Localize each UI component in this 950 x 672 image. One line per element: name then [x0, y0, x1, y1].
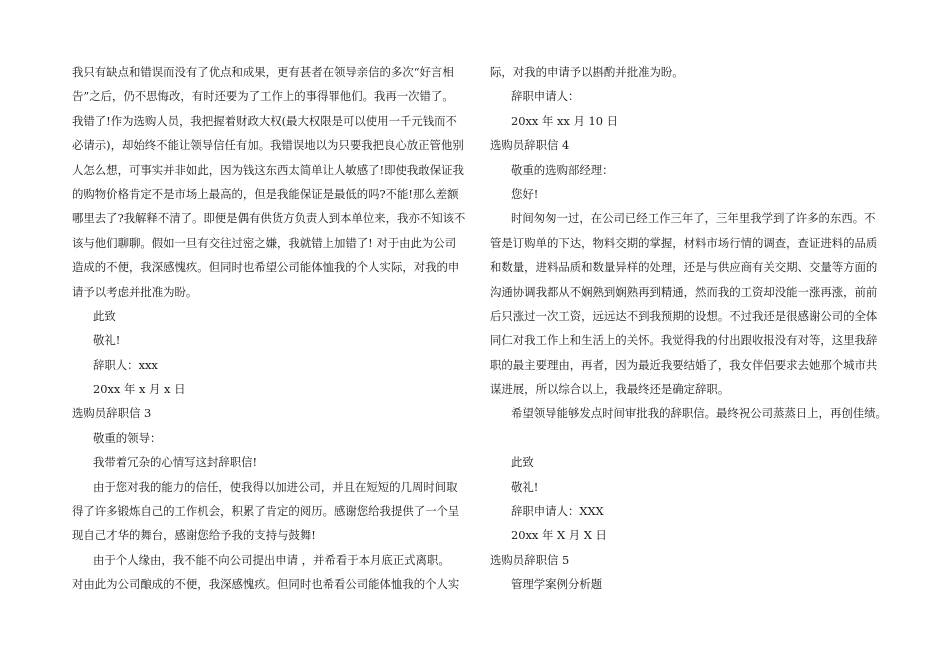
text-line: 此致 [93, 308, 116, 323]
text-line: 沟通协调我都从不娴熟到娴熟再到精通，然而我的工资却没能一涨再涨，前前 [490, 284, 878, 299]
text-line: 我错了!作为选购人员，我把握着财政大权(最大权限是可以使用一千元钱而不 [72, 113, 457, 128]
text-line: 敬礼! [93, 333, 121, 348]
text-line [490, 426, 880, 450]
text-line: 您好! [511, 186, 539, 201]
text-line: 选购员辞职信 3 [72, 406, 152, 421]
text-line: 辞职申请人： [511, 89, 580, 104]
text-line: 人怎么想，可事实并非如此，因为钱这东西太简单让人敏感了!即使我敢保证我 [72, 162, 464, 177]
text-line: 告”之后，仍不思悔改，有时还要为了工作上的事得罪他们。我再一次错了。 [72, 89, 454, 104]
left-text-column [72, 60, 466, 597]
text-line: 辞职人：xxx [93, 357, 158, 372]
text-line: 敬重的领导： [93, 430, 162, 445]
text-line: 希望领导能够发点时间审批我的辞职信。最终祝公司蒸蒸日上，再创佳绩。 [511, 406, 887, 421]
text-line: 20xx 年 X 月 X 日 [511, 528, 607, 543]
text-line: 同仁对我工作上和生活上的关怀。我觉得我的付出跟收报没有对等，这里我辞 [490, 333, 878, 348]
text-line: 敬礼! [511, 479, 539, 494]
text-line: 际，对我的申请予以斟酌并批准为盼。 [490, 65, 684, 79]
text-line: 哪里去了?我解释不清了。即便是偶有供货方负责人到本单位来，我亦不知该不 [72, 211, 466, 226]
text-line: 时间匆匆一过，在公司已经工作三年了，三年里我学到了许多的东西。不 [511, 211, 876, 226]
text-line: 管理学案例分析题 [511, 577, 603, 592]
text-line: 该与他们聊聊。假如一旦有交往过密之嫌，我就错上加错了! 对于由此为公司 [72, 235, 457, 250]
text-line: 后只涨过一次工资，远远达不到我预期的设想。不过我还是很感谢公司的全体 [490, 308, 878, 323]
text-line: 对由此为公司酿成的不便，我深感愧疚。但同时也希看公司能体恤我的个人实 [72, 577, 460, 592]
text-line: 职的最主要理由，再者，因为最近我要结婚了，我女伴侣要求去她那个城市共 [490, 357, 878, 372]
text-line: 必请示)，却始终不能让领导信任有加。我错误地以为只要我把良心放正管他别 [72, 138, 464, 153]
text-line: 谋进展，所以综合以上，我最终还是确定辞职。 [490, 382, 730, 397]
text-line: 现自己才华的舞台，感谢您给予我的支持与鼓舞! [72, 528, 316, 543]
text-line: 管是订购单的下达，物料交期的掌握，材料市场行情的调查，查证进料的品质 [490, 235, 878, 250]
text-line: 由于您对我的能力的信任，使我得以加进公司，并且在短短的几周时间取 [93, 479, 458, 494]
text-line: 敬重的选购部经理： [511, 162, 614, 177]
text-line: 得了许多锻炼自己的工作机会，积累了肯定的阅历。感谢您给我提供了一个呈 [72, 504, 460, 519]
text-line: 此致 [511, 455, 534, 470]
text-line: 20xx 年 x 月 x 日 [93, 382, 186, 397]
text-line: 和数量，进料品质和数量异样的处理，还是与供应商有关交期、交量等方面的 [490, 260, 878, 275]
text-line: 造成的不便，我深感愧疚。但同时也希望公司能体恤我的个人实际，对我的申 [72, 260, 460, 275]
text-line: 由于个人缘由，我不能不向公司提出申请 ，并希看于本月底正式离职。 [93, 552, 450, 567]
text-line: 的购物价格肯定不是市场上最高的，但是我能保证是最低的吗?不能!那么差额 [72, 186, 459, 201]
text-line: 辞职申请人：XXX [511, 504, 604, 519]
text-line: 请予以考虑并批准为盼。 [72, 284, 198, 299]
text-line: 20xx 年 xx 月 10 日 [511, 113, 618, 128]
text-line: 我只有缺点和错误而没有了优点和成果，更有甚者在领导亲信的多次“好言相 [72, 65, 454, 79]
right-text-column [490, 60, 887, 597]
text-line: 选购员辞职信 4 [490, 138, 570, 153]
text-line: 我带着冗杂的心情写这封辞职信! [93, 455, 258, 470]
text-line: 选购员辞职信 5 [490, 552, 570, 567]
